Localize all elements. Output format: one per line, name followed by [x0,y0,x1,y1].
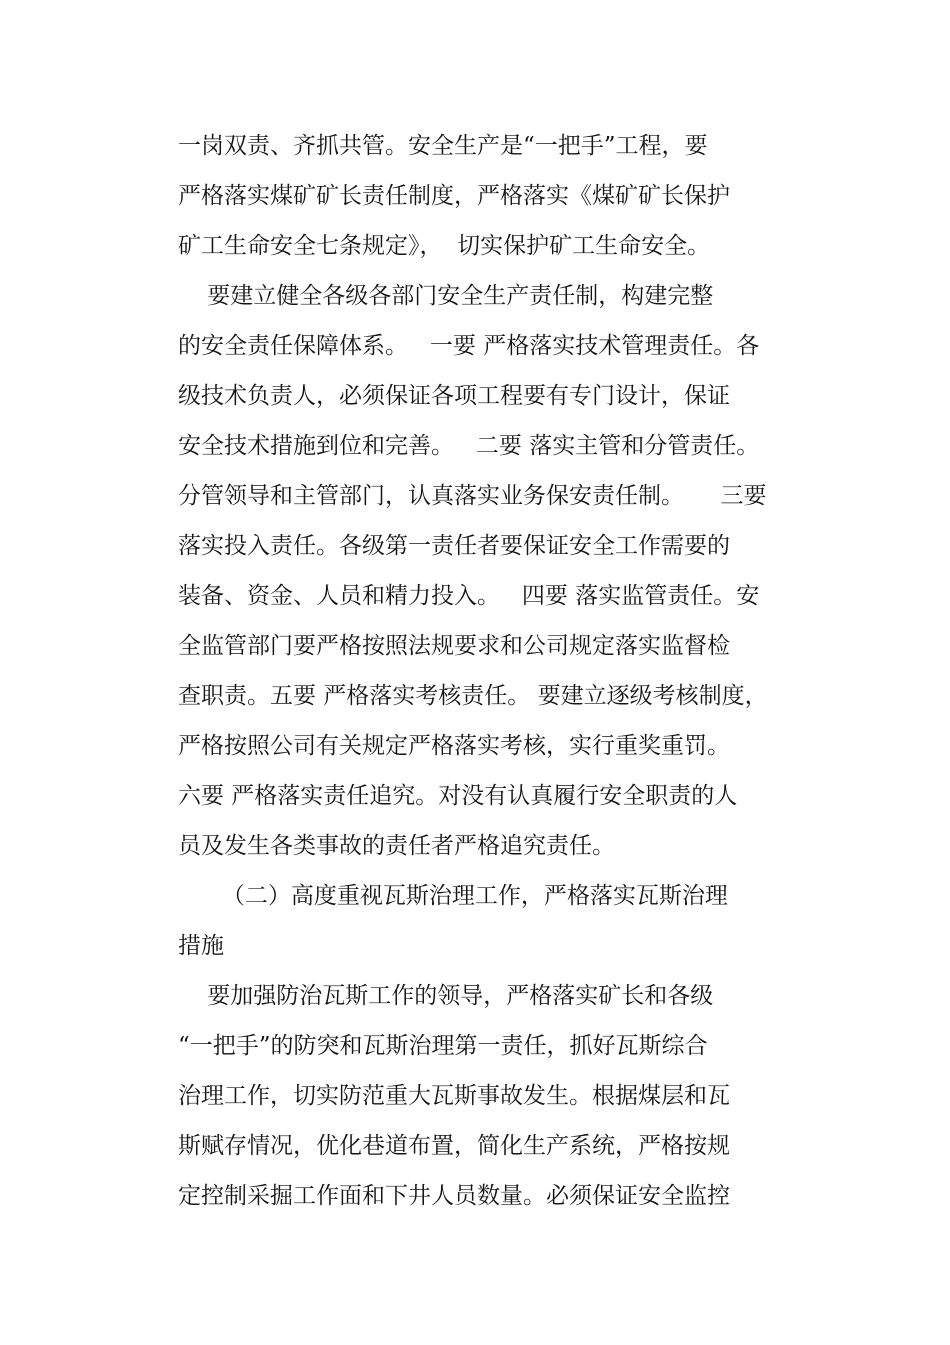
text-line: 要建立健全各级各部门安全生产责任制，构建完整 [178,283,714,309]
text-line: 治理工作，切实防范重大瓦斯事故发生。根据煤层和瓦 [178,1083,730,1109]
section-heading: （二）高度重视瓦斯治理工作，严格落实瓦斯治理 [178,883,728,909]
text-line: 严格按照公司有关规定严格落实考核，实行重奖重罚。 [178,733,730,759]
section-heading-continuation: 措施 [178,933,224,959]
text-line: 级技术负责人，必须保证各项工程要有专门设计，保证 [178,383,730,409]
text-line: 矿工生命安全七条规定》， 切实保护矿工生命安全。 [178,233,711,259]
text-line: 要加强防治瓦斯工作的领导，严格落实矿长和各级 [178,983,714,1009]
text-line: 一岗双责、齐抓共管。安全生产是“一把手”工程，要 [178,133,708,159]
text-line: 安全技术措施到位和完善。 二要 落实主管和分管责任。 [178,433,760,459]
text-line: “一把手”的防突和瓦斯治理第一责任，抓好瓦斯综合 [178,1033,708,1059]
text-line: 的安全责任保障体系。 一要 严格落实技术管理责任。各 [178,333,760,359]
text-line: 员及发生各类事故的责任者严格追究责任。 [178,833,615,859]
text-line: 落实投入责任。各级第一责任者要保证安全工作需要的 [178,533,730,559]
text-line: 斯赋存情况，优化巷道布置，简化生产系统，严格按规 [178,1133,730,1159]
text-line: 装备、资金、人员和精力投入。 四要 落实监管责任。安 [178,583,760,609]
body-text [178,127,778,1227]
text-line: 严格落实煤矿矿长责任制度，严格落实《煤矿矿长保护 [178,183,730,209]
text-line: 定控制采掘工作面和下井人员数量。必须保证安全监控 [178,1183,730,1209]
text-line: 全监管部门要严格按照法规要求和公司规定落实监督检 [178,633,730,659]
text-line: 六要 严格落实责任追究。对没有认真履行安全职责的人 [178,783,738,809]
text-line: 查职责。五要 严格落实考核责任。 要建立逐级考核制度， [178,683,768,709]
text-line: 分管领导和主管部门，认真落实业务保安责任制。 三要 [178,483,767,509]
